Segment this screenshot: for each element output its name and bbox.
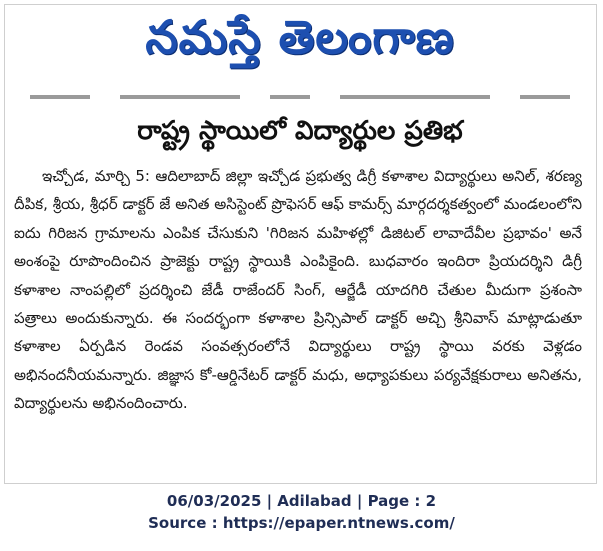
article-body: ఇచ్చోడ, మార్చి 5: ఆదిలాబాద్ జిల్లా ఇచ్చోడ ప్రభుత్వ డిగ్రీ కళాశాల విద్యార్థులు అనిల్, శరణ్య దీపిక, శ్రీయ, శ్రీధర్ డాక్టర్ జే అనిత అసిస్టెంట్ ప్రొఫెసర్ ఆఫ్ కామర్స్ మార్గదర్శకత్వంలో మండలంలోని ఐదు గిరిజన గ్రామాలను ఎంపిక చేసుకుని 'గిరిజన మహిళల్లో డిజిటల్ లావాదేవీల ప్రభావం' అనే అంశంపై రూపొందించిన ప్రాజెక్టు రాష్ట్ర స్థాయికి ఎంపికైంది. బుధవారం ఇందిరా ప్రియదర్శిని డిగ్రీ కళాశాల నాంపల్లిలో ప్రదర్శించి జేడీ రాజేందర్ సింగ్, ఆర్జేడీ యాదగిరి చేతుల మీదుగా ప్రశంసా పత్రాలు అందుకున్నారు. ఈ సందర్భంగా కళాశాల ప్రిన్సిపాల్ డాక్టర్ అచ్చి శ్రీనివాస్ మాట్లాడుతూ కళాశాల ఏర్పడిన రెండవ సంవత్సరంలోనే విద్యార్థులు రాష్ట్ర స్థాయి వరకు వెళ్లడం అభినందనీయమన్నారు. జిజ్ఞాస కో-ఆర్డినేటర్ డాక్టర్ మధు, అధ్యాపకులు పర్యవేక్షకురాలు అనితను, విద్యార్థులను అభినందించారు. bbox=[14, 167, 582, 413]
source-link[interactable]: Source : https://epaper.ntnews.com/ bbox=[148, 514, 455, 532]
publication-meta: 06/03/2025 | Adilabad | Page : 2 bbox=[166, 492, 437, 510]
newspaper-masthead: నమస్తే తెలంగాణ bbox=[145, 10, 455, 64]
cut-off-previous-line bbox=[30, 92, 570, 102]
clipping-footer bbox=[0, 490, 603, 534]
article-headline: రాష్ట్ర స్థాయిలో విద్యార్థుల ప్రతిభ bbox=[137, 116, 463, 146]
